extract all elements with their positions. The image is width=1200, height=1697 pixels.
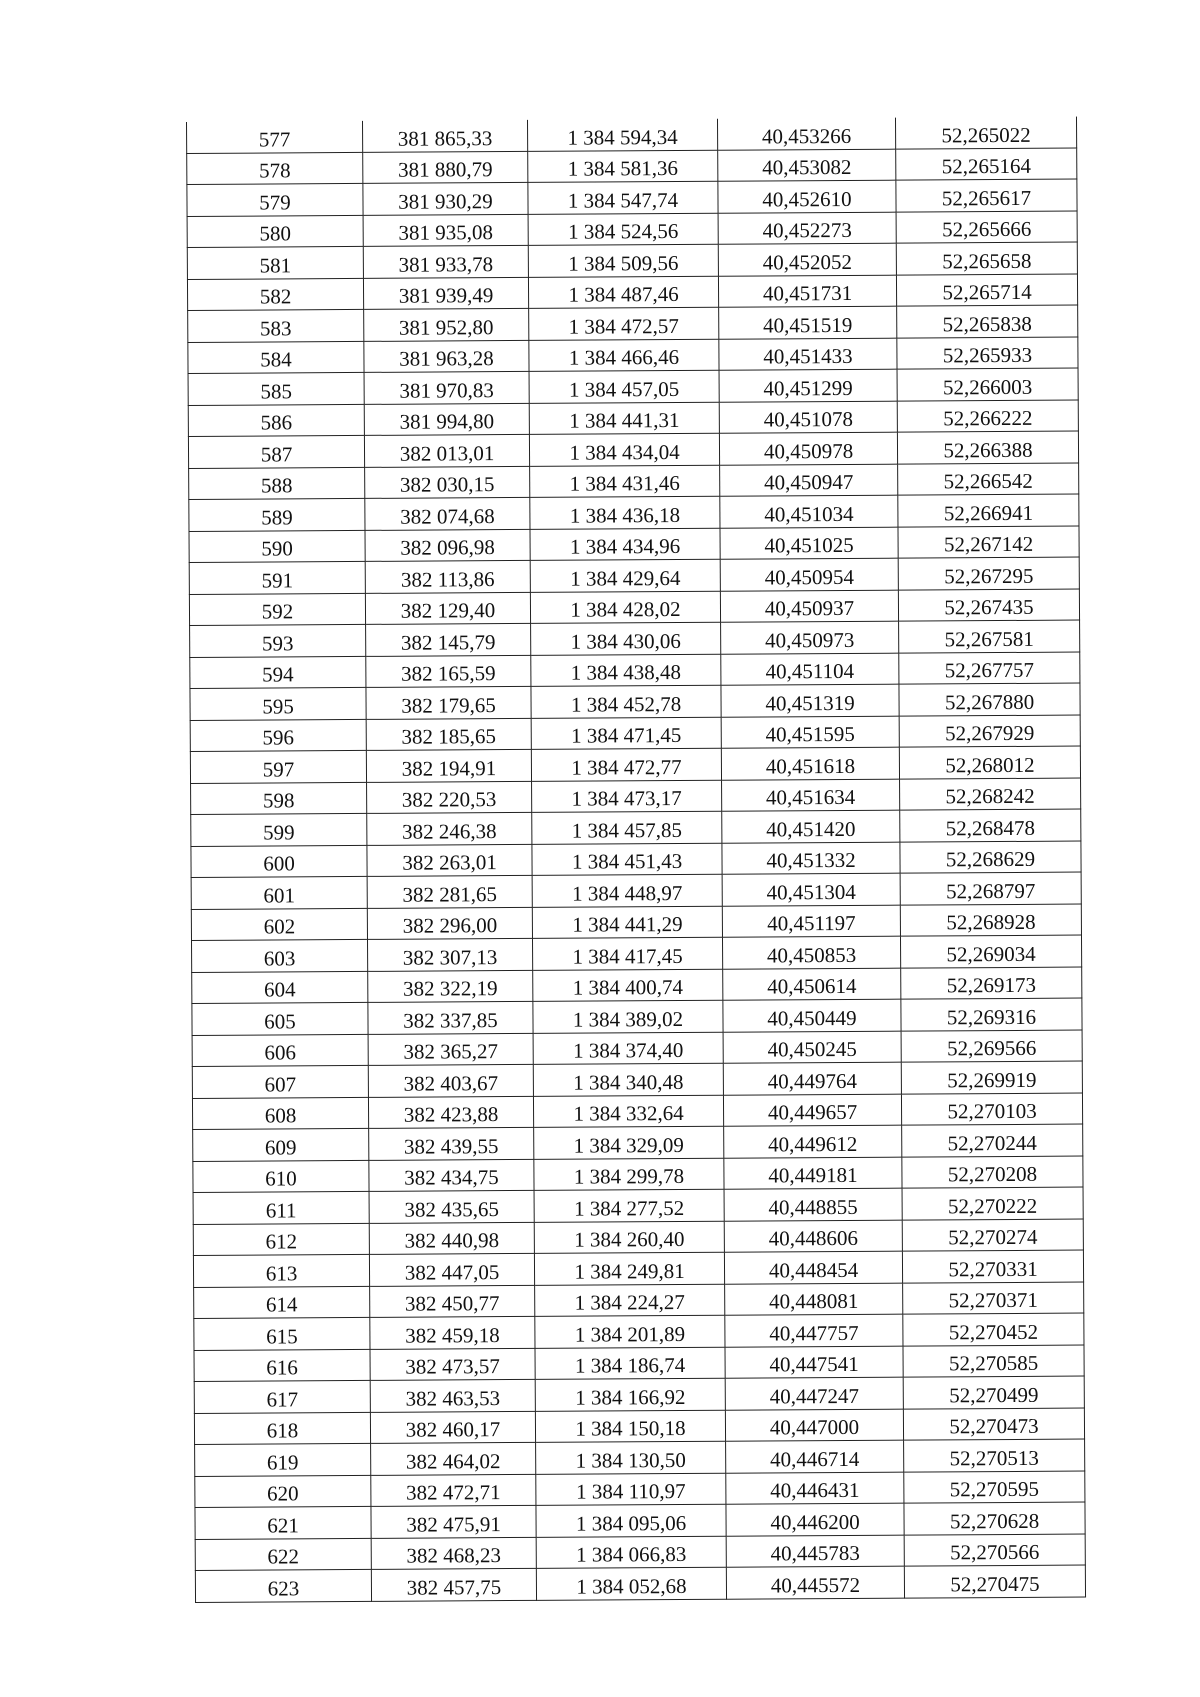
longitude-cell: 52,265666 — [896, 211, 1077, 244]
x-coordinate-cell: 382 435,65 — [369, 1190, 534, 1223]
x-coordinate-cell: 382 030,15 — [365, 466, 530, 499]
x-coordinate-cell: 382 220,53 — [367, 781, 532, 814]
y-coordinate-cell: 1 384 130,50 — [536, 1441, 726, 1474]
latitude-cell: 40,451519 — [719, 306, 897, 339]
longitude-cell: 52,270331 — [902, 1250, 1083, 1283]
point-number-cell: 580 — [187, 215, 363, 248]
longitude-cell: 52,265617 — [896, 179, 1077, 212]
point-number-cell: 622 — [195, 1538, 371, 1571]
table-row — [191, 778, 1081, 815]
latitude-cell: 40,450978 — [719, 432, 897, 465]
y-coordinate-cell: 1 384 417,45 — [532, 937, 722, 970]
y-coordinate-cell: 1 384 052,68 — [536, 1567, 726, 1600]
table-row — [190, 746, 1080, 783]
table-row — [191, 872, 1081, 909]
y-coordinate-cell: 1 384 487,46 — [528, 276, 718, 309]
longitude-cell: 52,267142 — [898, 526, 1079, 559]
longitude-cell: 52,270513 — [904, 1439, 1085, 1472]
y-coordinate-cell: 1 384 374,40 — [533, 1032, 723, 1065]
y-coordinate-cell: 1 384 340,48 — [533, 1063, 723, 1096]
y-coordinate-cell: 1 384 471,45 — [531, 717, 721, 750]
y-coordinate-cell: 1 384 428,02 — [530, 591, 720, 624]
latitude-cell: 40,446714 — [726, 1440, 904, 1473]
point-number-cell: 611 — [193, 1191, 369, 1224]
x-coordinate-cell: 382 464,02 — [371, 1442, 536, 1475]
longitude-cell: 52,270103 — [901, 1093, 1082, 1126]
y-coordinate-cell: 1 384 430,06 — [531, 622, 721, 655]
y-coordinate-cell: 1 384 332,64 — [533, 1095, 723, 1128]
table-row — [191, 841, 1081, 878]
longitude-cell: 52,267929 — [899, 715, 1080, 748]
point-number-cell: 585 — [188, 372, 364, 405]
longitude-cell: 52,270473 — [903, 1408, 1084, 1441]
longitude-cell: 52,270566 — [904, 1534, 1085, 1567]
x-coordinate-cell: 382 459,18 — [370, 1316, 535, 1349]
point-number-cell: 596 — [190, 719, 366, 752]
y-coordinate-cell: 1 384 448,97 — [532, 874, 722, 907]
table-row — [194, 1408, 1084, 1445]
latitude-cell: 40,451332 — [722, 842, 900, 875]
table-row — [193, 1124, 1083, 1161]
x-coordinate-cell: 382 472,71 — [371, 1474, 536, 1507]
x-coordinate-cell: 382 473,57 — [370, 1348, 535, 1381]
latitude-cell: 40,450449 — [723, 999, 901, 1032]
table-row — [191, 904, 1081, 941]
y-coordinate-cell: 1 384 547,74 — [528, 181, 718, 214]
table-row — [195, 1534, 1085, 1571]
latitude-cell: 40,450947 — [720, 464, 898, 497]
longitude-cell: 52,269173 — [901, 967, 1082, 1000]
point-number-cell: 587 — [188, 435, 364, 468]
y-coordinate-cell: 1 384 429,64 — [530, 559, 720, 592]
y-coordinate-cell: 1 384 441,31 — [529, 402, 719, 435]
table-row — [192, 1030, 1082, 1067]
y-coordinate-cell: 1 384 066,83 — [536, 1536, 726, 1569]
table-row — [190, 683, 1080, 720]
longitude-cell: 52,268797 — [900, 872, 1081, 905]
table-row — [192, 1093, 1082, 1130]
x-coordinate-cell: 382 440,98 — [369, 1222, 534, 1255]
y-coordinate-cell: 1 384 434,04 — [529, 433, 719, 466]
table-row — [188, 337, 1078, 374]
table-row — [193, 1156, 1083, 1193]
point-number-cell: 586 — [188, 404, 364, 437]
latitude-cell: 40,450614 — [723, 968, 901, 1001]
table-row — [194, 1345, 1084, 1382]
latitude-cell: 40,453082 — [718, 149, 896, 182]
latitude-cell: 40,452052 — [718, 243, 896, 276]
latitude-cell: 40,449657 — [723, 1094, 901, 1127]
point-number-cell: 604 — [192, 971, 368, 1004]
table-row — [194, 1376, 1084, 1413]
x-coordinate-cell: 382 434,75 — [369, 1159, 534, 1192]
point-number-cell: 582 — [187, 278, 363, 311]
y-coordinate-cell: 1 384 451,43 — [532, 843, 722, 876]
longitude-cell: 52,270595 — [904, 1471, 1085, 1504]
latitude-cell: 40,451197 — [722, 905, 900, 938]
longitude-cell: 52,266941 — [898, 494, 1079, 527]
x-coordinate-cell: 382 457,75 — [371, 1568, 536, 1601]
point-number-cell: 602 — [191, 908, 367, 941]
point-number-cell: 577 — [186, 121, 362, 153]
y-coordinate-cell: 1 384 581,36 — [528, 150, 718, 183]
point-number-cell: 591 — [189, 561, 365, 594]
longitude-cell: 52,270499 — [903, 1376, 1084, 1409]
y-coordinate-cell: 1 384 249,81 — [534, 1252, 724, 1285]
x-coordinate-cell: 381 935,08 — [363, 214, 528, 247]
point-number-cell: 592 — [189, 593, 365, 626]
table-row — [187, 179, 1077, 216]
latitude-cell: 40,451299 — [719, 369, 897, 402]
y-coordinate-cell: 1 384 389,02 — [533, 1000, 723, 1033]
x-coordinate-cell: 382 439,55 — [369, 1127, 534, 1160]
y-coordinate-cell: 1 384 452,78 — [531, 685, 721, 718]
point-number-cell: 606 — [192, 1034, 368, 1067]
point-number-cell: 595 — [190, 687, 366, 720]
longitude-cell: 52,266542 — [898, 463, 1079, 496]
latitude-cell: 40,451319 — [721, 684, 899, 717]
latitude-cell: 40,451104 — [721, 653, 899, 686]
latitude-cell: 40,448454 — [724, 1251, 902, 1284]
y-coordinate-cell: 1 384 509,56 — [528, 244, 718, 277]
latitude-cell: 40,449181 — [724, 1157, 902, 1190]
y-coordinate-cell: 1 384 329,09 — [534, 1126, 724, 1159]
latitude-cell: 40,450937 — [720, 590, 898, 623]
table-row — [189, 463, 1079, 500]
x-coordinate-cell: 382 263,01 — [367, 844, 532, 877]
latitude-cell: 40,449764 — [723, 1062, 901, 1095]
point-number-cell: 583 — [188, 309, 364, 342]
point-number-cell: 589 — [189, 498, 365, 531]
longitude-cell: 52,266388 — [897, 431, 1078, 464]
x-coordinate-cell: 382 460,17 — [370, 1411, 535, 1444]
latitude-cell: 40,447541 — [725, 1346, 903, 1379]
x-coordinate-cell: 382 322,19 — [368, 970, 533, 1003]
point-number-cell: 619 — [195, 1443, 371, 1476]
table-row — [188, 305, 1078, 342]
point-number-cell: 617 — [194, 1380, 370, 1413]
latitude-cell: 40,451595 — [721, 716, 899, 749]
table-row — [186, 117, 1076, 153]
table-row — [189, 589, 1079, 626]
point-number-cell: 614 — [194, 1286, 370, 1319]
y-coordinate-cell: 1 384 186,74 — [535, 1347, 725, 1380]
x-coordinate-cell: 382 447,05 — [369, 1253, 534, 1286]
y-coordinate-cell: 1 384 457,05 — [529, 370, 719, 403]
x-coordinate-cell: 381 880,79 — [363, 151, 528, 184]
x-coordinate-cell: 381 994,80 — [364, 403, 529, 436]
latitude-cell: 40,448606 — [724, 1220, 902, 1253]
x-coordinate-cell: 382 165,59 — [366, 655, 531, 688]
longitude-cell: 52,270628 — [904, 1502, 1085, 1535]
table-row — [195, 1565, 1085, 1602]
y-coordinate-cell: 1 384 594,34 — [527, 119, 717, 151]
latitude-cell: 40,449612 — [724, 1125, 902, 1158]
point-number-cell: 597 — [190, 750, 366, 783]
longitude-cell: 52,270452 — [903, 1313, 1084, 1346]
table-row — [187, 148, 1077, 185]
x-coordinate-cell: 381 933,78 — [363, 245, 528, 278]
point-number-cell: 588 — [189, 467, 365, 500]
y-coordinate-cell: 1 384 436,18 — [530, 496, 720, 529]
longitude-cell: 52,267435 — [898, 589, 1079, 622]
point-number-cell: 581 — [187, 246, 363, 279]
x-coordinate-cell: 382 129,40 — [365, 592, 530, 625]
longitude-cell: 52,270244 — [902, 1124, 1083, 1157]
longitude-cell: 52,270475 — [904, 1565, 1085, 1598]
longitude-cell: 52,265838 — [897, 305, 1078, 338]
x-coordinate-cell: 382 365,27 — [368, 1033, 533, 1066]
x-coordinate-cell: 381 930,29 — [363, 182, 528, 215]
table-row — [191, 809, 1081, 846]
y-coordinate-cell: 1 384 224,27 — [535, 1284, 725, 1317]
latitude-cell: 40,451034 — [720, 495, 898, 528]
latitude-cell: 40,451731 — [718, 275, 896, 308]
y-coordinate-cell: 1 384 438,48 — [531, 654, 721, 687]
table-row — [188, 431, 1078, 468]
latitude-cell: 40,451304 — [722, 873, 900, 906]
x-coordinate-cell: 382 463,53 — [370, 1379, 535, 1412]
longitude-cell: 52,270222 — [902, 1187, 1083, 1220]
y-coordinate-cell: 1 384 201,89 — [535, 1315, 725, 1348]
table-row — [194, 1313, 1084, 1350]
y-coordinate-cell: 1 384 466,46 — [529, 339, 719, 372]
table-row — [191, 935, 1081, 972]
table-row — [190, 620, 1080, 657]
longitude-cell: 52,265933 — [897, 337, 1078, 370]
latitude-cell: 40,451433 — [719, 338, 897, 371]
longitude-cell: 52,267295 — [898, 557, 1079, 590]
x-coordinate-cell: 382 179,65 — [366, 686, 531, 719]
longitude-cell: 52,270274 — [902, 1219, 1083, 1252]
longitude-cell: 52,268012 — [899, 746, 1080, 779]
y-coordinate-cell: 1 384 277,52 — [534, 1189, 724, 1222]
x-coordinate-cell: 382 450,77 — [370, 1285, 535, 1318]
longitude-cell: 52,268478 — [900, 809, 1081, 842]
coordinates-table — [186, 117, 1086, 1603]
point-number-cell: 623 — [195, 1569, 371, 1602]
latitude-cell: 40,445783 — [726, 1535, 904, 1568]
latitude-cell: 40,447757 — [725, 1314, 903, 1347]
longitude-cell: 52,268928 — [900, 904, 1081, 937]
point-number-cell: 613 — [193, 1254, 369, 1287]
point-number-cell: 590 — [189, 530, 365, 563]
longitude-cell: 52,266222 — [897, 400, 1078, 433]
table-row — [195, 1471, 1085, 1508]
table-row — [190, 652, 1080, 689]
y-coordinate-cell: 1 384 260,40 — [534, 1221, 724, 1254]
longitude-cell: 52,267880 — [899, 683, 1080, 716]
latitude-cell: 40,453266 — [717, 118, 895, 150]
table-row — [192, 967, 1082, 1004]
table-row — [188, 400, 1078, 437]
y-coordinate-cell: 1 384 473,17 — [532, 780, 722, 813]
longitude-cell: 52,267581 — [899, 620, 1080, 653]
point-number-cell: 607 — [192, 1065, 368, 1098]
point-number-cell: 616 — [194, 1349, 370, 1382]
longitude-cell: 52,267757 — [899, 652, 1080, 685]
point-number-cell: 598 — [191, 782, 367, 815]
longitude-cell: 52,269034 — [900, 935, 1081, 968]
y-coordinate-cell: 1 384 524,56 — [528, 213, 718, 246]
y-coordinate-cell: 1 384 441,29 — [532, 906, 722, 939]
table-row — [193, 1187, 1083, 1224]
x-coordinate-cell: 382 403,67 — [368, 1064, 533, 1097]
x-coordinate-cell: 382 145,79 — [366, 623, 531, 656]
table-row — [192, 1061, 1082, 1098]
latitude-cell: 40,451618 — [721, 747, 899, 780]
longitude-cell: 52,270208 — [902, 1156, 1083, 1189]
point-number-cell: 584 — [188, 341, 364, 374]
point-number-cell: 600 — [191, 845, 367, 878]
longitude-cell: 52,270371 — [903, 1282, 1084, 1315]
x-coordinate-cell: 381 865,33 — [362, 120, 527, 152]
x-coordinate-cell: 381 970,83 — [364, 371, 529, 404]
longitude-cell: 52,269566 — [901, 1030, 1082, 1063]
x-coordinate-cell: 382 307,13 — [367, 938, 532, 971]
table-row — [194, 1282, 1084, 1319]
x-coordinate-cell: 382 074,68 — [365, 497, 530, 530]
latitude-cell: 40,451025 — [720, 527, 898, 560]
latitude-cell: 40,452273 — [718, 212, 896, 245]
latitude-cell: 40,451634 — [722, 779, 900, 812]
x-coordinate-cell: 382 096,98 — [365, 529, 530, 562]
point-number-cell: 610 — [193, 1160, 369, 1193]
y-coordinate-cell: 1 384 166,92 — [535, 1378, 725, 1411]
longitude-cell: 52,269316 — [901, 998, 1082, 1031]
table-row — [189, 557, 1079, 594]
y-coordinate-cell: 1 384 472,77 — [531, 748, 721, 781]
y-coordinate-cell: 1 384 434,96 — [530, 528, 720, 561]
point-number-cell: 621 — [195, 1506, 371, 1539]
longitude-cell: 52,266003 — [897, 368, 1078, 401]
x-coordinate-cell: 381 963,28 — [364, 340, 529, 373]
x-coordinate-cell: 381 952,80 — [364, 308, 529, 341]
point-number-cell: 599 — [191, 813, 367, 846]
x-coordinate-cell: 381 939,49 — [363, 277, 528, 310]
table-row — [187, 274, 1077, 311]
table-row — [188, 368, 1078, 405]
longitude-cell: 52,268629 — [900, 841, 1081, 874]
point-number-cell: 594 — [190, 656, 366, 689]
y-coordinate-cell: 1 384 110,97 — [536, 1473, 726, 1506]
x-coordinate-cell: 382 475,91 — [371, 1505, 536, 1538]
latitude-cell: 40,450853 — [722, 936, 900, 969]
x-coordinate-cell: 382 423,88 — [368, 1096, 533, 1129]
latitude-cell: 40,448081 — [725, 1283, 903, 1316]
point-number-cell: 605 — [192, 1002, 368, 1035]
x-coordinate-cell: 382 337,85 — [368, 1001, 533, 1034]
latitude-cell: 40,446431 — [726, 1472, 904, 1505]
coordinates-table-body — [186, 117, 1085, 1602]
latitude-cell: 40,450973 — [721, 621, 899, 654]
y-coordinate-cell: 1 384 431,46 — [530, 465, 720, 498]
y-coordinate-cell: 1 384 457,85 — [532, 811, 722, 844]
latitude-cell: 40,451420 — [722, 810, 900, 843]
longitude-cell: 52,265164 — [896, 148, 1077, 181]
point-number-cell: 612 — [193, 1223, 369, 1256]
table-row — [193, 1250, 1083, 1287]
point-number-cell: 601 — [191, 876, 367, 909]
x-coordinate-cell: 382 013,01 — [364, 434, 529, 467]
y-coordinate-cell: 1 384 472,57 — [529, 307, 719, 340]
longitude-cell: 52,270585 — [903, 1345, 1084, 1378]
table-row — [187, 242, 1077, 279]
longitude-cell: 52,265658 — [896, 242, 1077, 275]
x-coordinate-cell: 382 185,65 — [366, 718, 531, 751]
latitude-cell: 40,447000 — [725, 1409, 903, 1442]
latitude-cell: 40,450954 — [720, 558, 898, 591]
x-coordinate-cell: 382 194,91 — [366, 749, 531, 782]
point-number-cell: 615 — [194, 1317, 370, 1350]
point-number-cell: 618 — [194, 1412, 370, 1445]
point-number-cell: 593 — [190, 624, 366, 657]
latitude-cell: 40,447247 — [725, 1377, 903, 1410]
y-coordinate-cell: 1 384 400,74 — [533, 969, 723, 1002]
table-row — [189, 494, 1079, 531]
table-row — [195, 1439, 1085, 1476]
latitude-cell: 40,445572 — [726, 1566, 904, 1599]
point-number-cell: 608 — [192, 1097, 368, 1130]
x-coordinate-cell: 382 246,38 — [367, 812, 532, 845]
latitude-cell: 40,452610 — [718, 180, 896, 213]
x-coordinate-cell: 382 468,23 — [371, 1537, 536, 1570]
x-coordinate-cell: 382 281,65 — [367, 875, 532, 908]
table-row — [190, 715, 1080, 752]
table-row — [187, 211, 1077, 248]
longitude-cell: 52,269919 — [901, 1061, 1082, 1094]
table-row — [195, 1502, 1085, 1539]
longitude-cell: 52,268242 — [900, 778, 1081, 811]
point-number-cell: 620 — [195, 1475, 371, 1508]
x-coordinate-cell: 382 296,00 — [367, 907, 532, 940]
y-coordinate-cell: 1 384 299,78 — [534, 1158, 724, 1191]
latitude-cell: 40,448855 — [724, 1188, 902, 1221]
point-number-cell: 579 — [187, 183, 363, 216]
latitude-cell: 40,451078 — [719, 401, 897, 434]
latitude-cell: 40,450245 — [723, 1031, 901, 1064]
longitude-cell: 52,265714 — [896, 274, 1077, 307]
point-number-cell: 603 — [191, 939, 367, 972]
table-row — [189, 526, 1079, 563]
longitude-cell: 52,265022 — [895, 117, 1076, 149]
table-row — [193, 1219, 1083, 1256]
y-coordinate-cell: 1 384 095,06 — [536, 1504, 726, 1537]
latitude-cell: 40,446200 — [726, 1503, 904, 1536]
table-row — [192, 998, 1082, 1035]
point-number-cell: 609 — [193, 1128, 369, 1161]
point-number-cell: 578 — [187, 152, 363, 185]
y-coordinate-cell: 1 384 150,18 — [535, 1410, 725, 1443]
x-coordinate-cell: 382 113,86 — [365, 560, 530, 593]
